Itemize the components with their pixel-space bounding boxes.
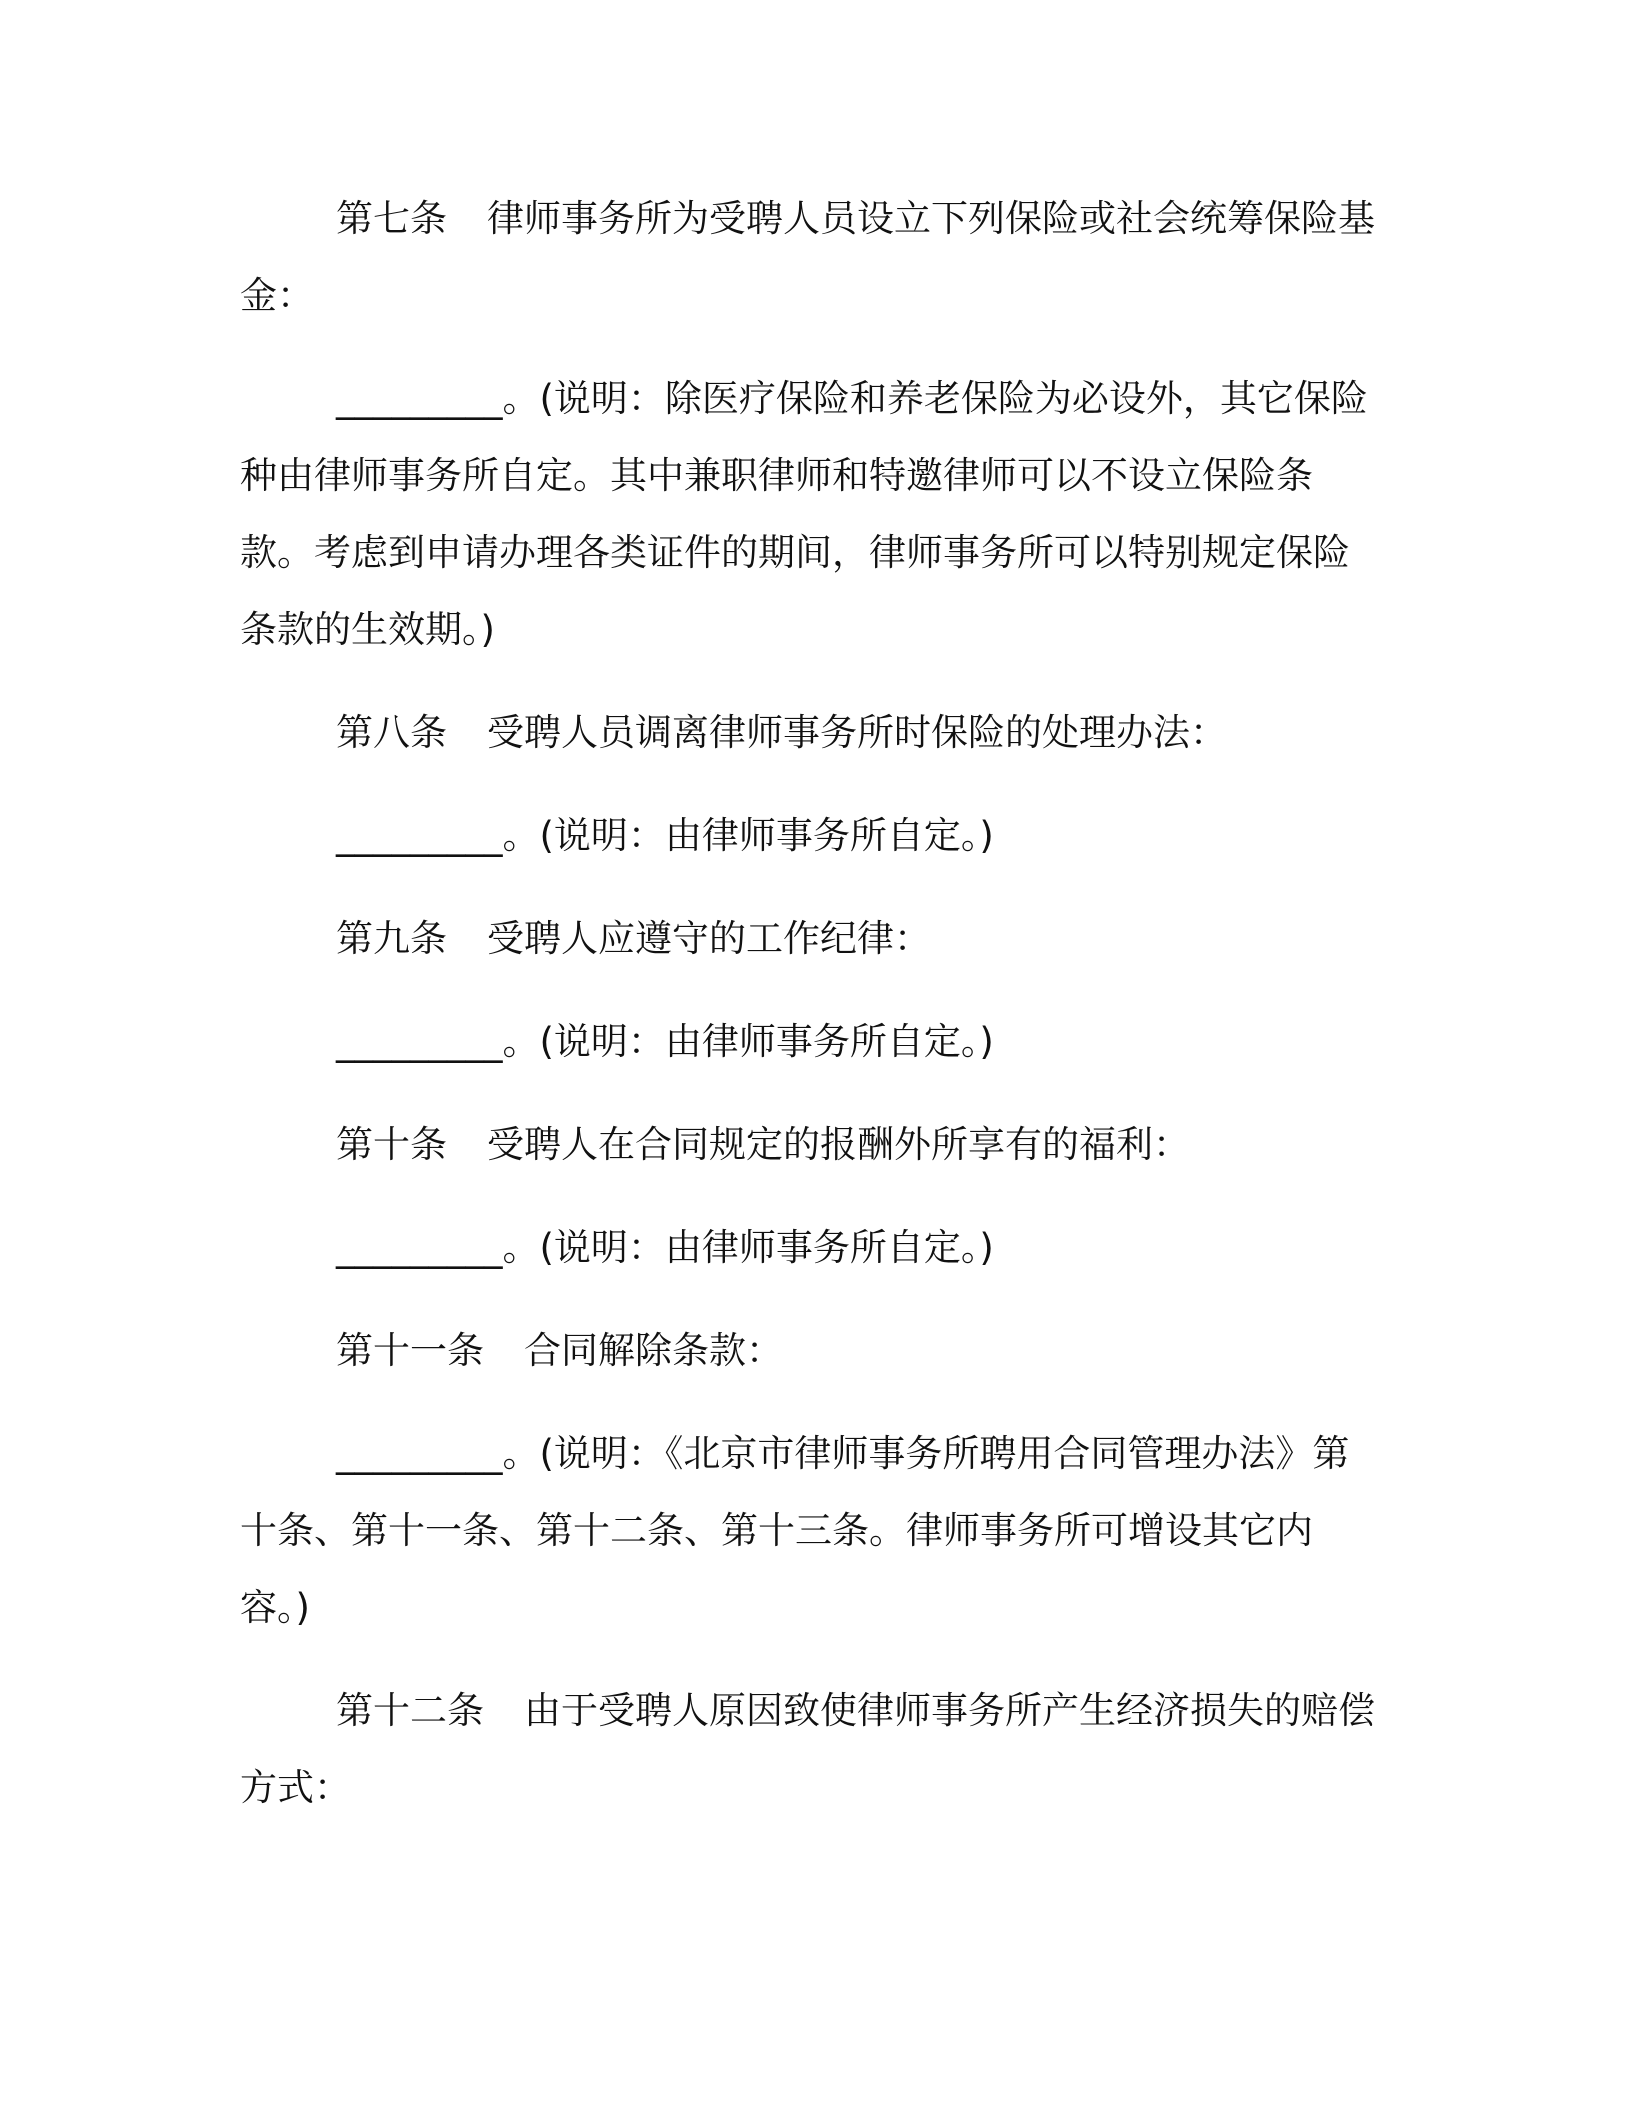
fill-in-blank: _________	[336, 1020, 503, 1063]
note-text: 。(说明：由律师事务所自定。)	[502, 1020, 994, 1063]
note-text: 。(说明：除医疗保险和养老保险为必设外，其它保险种由律师事务所自定。其中兼职律师和特邀律师可以不设立保险条款。考虑到申请办理各类证件的期间，律师事务所可以特别规定保险条款的生效期。)	[240, 377, 1368, 651]
fill-in-blank: _________	[336, 377, 503, 420]
article-10	[240, 1106, 1380, 1183]
article-8-note	[240, 797, 1380, 874]
fill-in-blank: _________	[336, 814, 503, 857]
article-number: 第十二条	[336, 1689, 484, 1732]
fill-in-blank: _________	[336, 1226, 503, 1269]
article-text: 律师事务所为受聘人员设立下列保险或社会统筹保险基金：	[240, 197, 1375, 317]
article-11	[240, 1312, 1380, 1389]
article-10-note	[240, 1209, 1380, 1286]
article-8	[240, 694, 1380, 771]
article-12	[240, 1672, 1380, 1826]
fill-in-blank: _________	[336, 1432, 503, 1475]
article-9-note	[240, 1003, 1380, 1080]
article-7-note	[240, 360, 1380, 668]
article-9	[240, 900, 1380, 977]
article-7	[240, 180, 1380, 334]
note-text: 。(说明：由律师事务所自定。)	[502, 814, 994, 857]
article-text: 由于受聘人原因致使律师事务所产生经济损失的赔偿方式：	[240, 1689, 1375, 1809]
article-11-note	[240, 1415, 1380, 1646]
article-number: 第八条	[336, 711, 447, 754]
article-number: 第十一条	[336, 1329, 484, 1372]
article-number: 第十条	[336, 1123, 447, 1166]
note-text: 。(说明：由律师事务所自定。)	[502, 1226, 994, 1269]
article-number: 第七条	[336, 197, 447, 240]
article-text: 受聘人员调离律师事务所时保险的处理办法：	[487, 711, 1227, 754]
article-number: 第九条	[336, 917, 447, 960]
article-text: 受聘人应遵守的工作纪律：	[487, 917, 931, 960]
document-body	[240, 180, 1380, 1852]
article-text: 受聘人在合同规定的报酬外所享有的福利：	[487, 1123, 1190, 1166]
article-text: 合同解除条款：	[524, 1329, 783, 1372]
note-text: 。(说明：《北京市律师事务所聘用合同管理办法》第十条、第十一条、第十二条、第十三条。律师事务所可增设其它内容。)	[240, 1432, 1350, 1629]
